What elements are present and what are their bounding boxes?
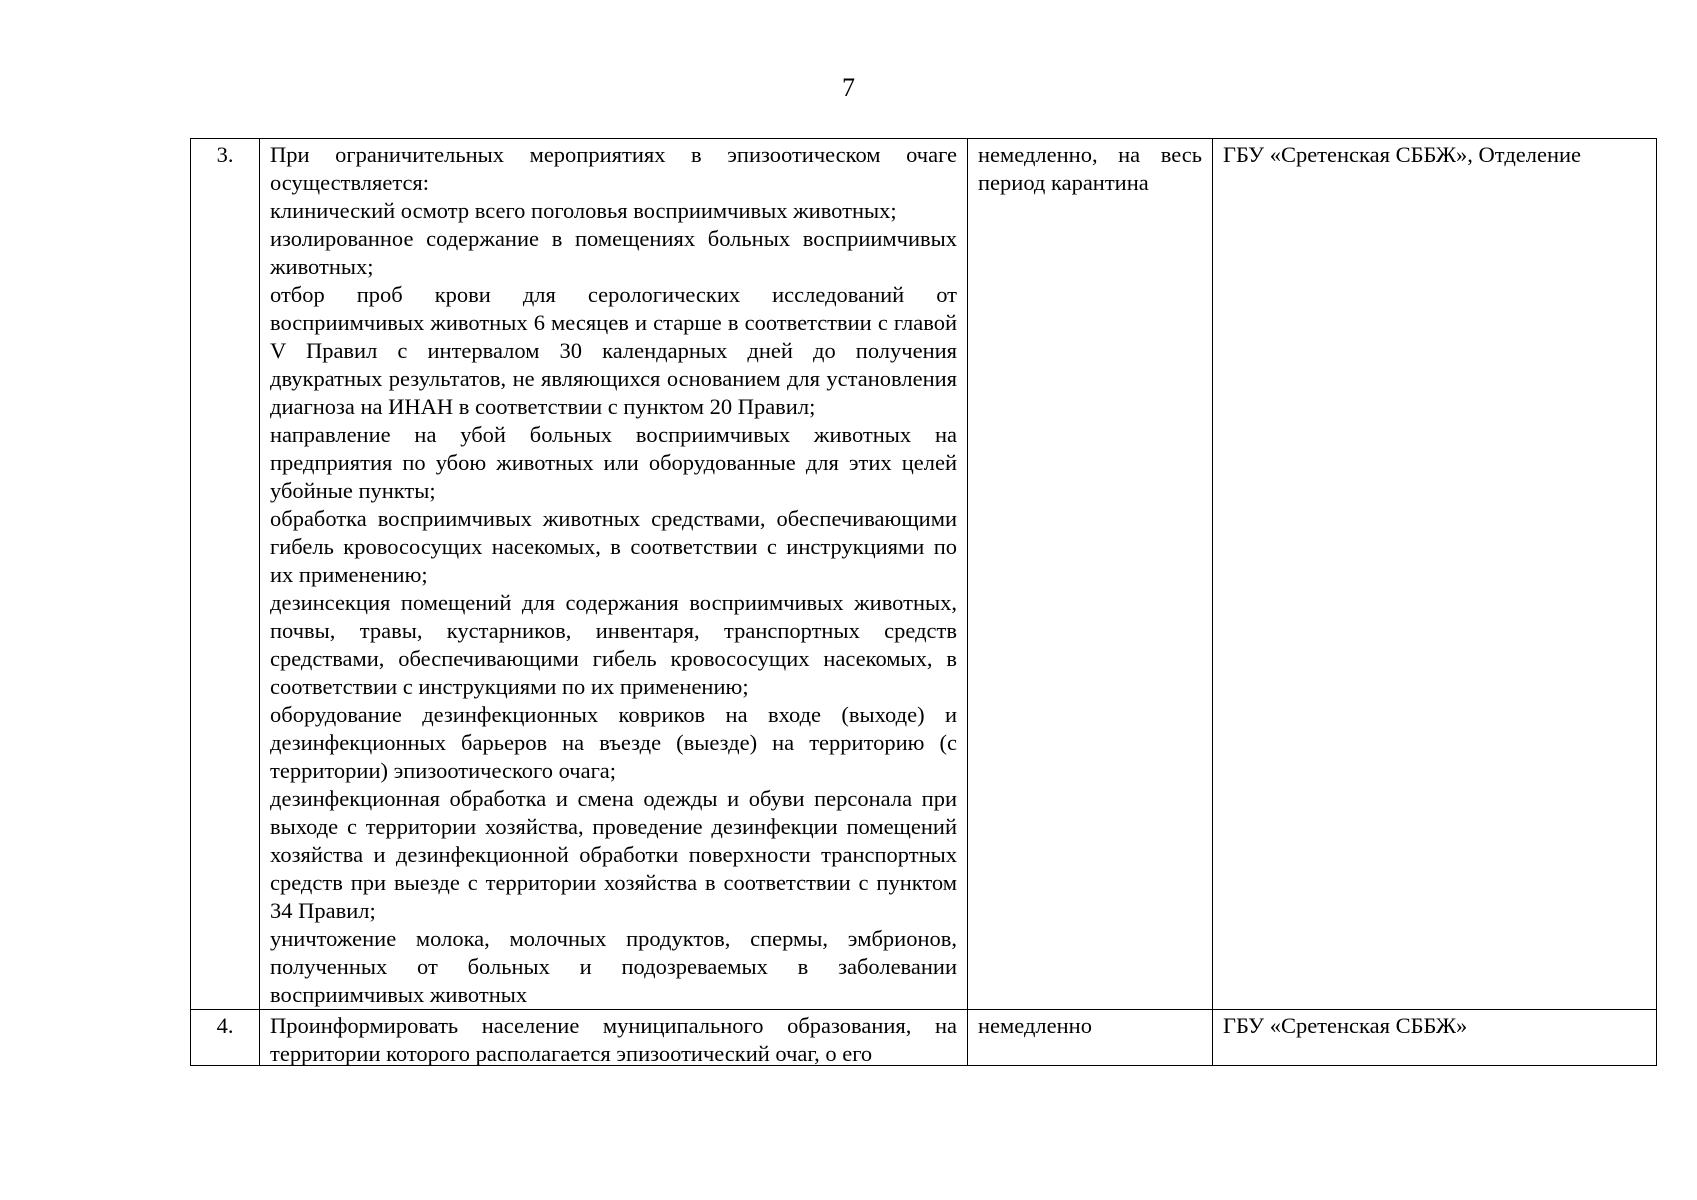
row-number: 3. (191, 139, 260, 1010)
measure-cell (260, 139, 968, 1010)
measures-table (190, 138, 1657, 1066)
measure-paragraph: обработка восприимчивых животных средствами, обеспечивающими гибель кровососущих насекомых, в соответствии с инструкциями по их применению; (270, 506, 957, 587)
term-cell: немедленно (968, 1010, 1213, 1066)
responsible-cell: ГБУ «Сретенская СББЖ» (1213, 1010, 1657, 1066)
page-number: 7 (842, 73, 855, 102)
measure-paragraph: оборудование дезинфекционных ковриков на входе (выходе) и дезинфекционных барьеров на въезде (выезде) на территорию (с территории) эпизоотического очага; (270, 702, 957, 783)
measure-paragraph: направление на убой больных восприимчивых животных на предприятия по убою животных или оборудованные для этих целей убойные пункты; (270, 422, 957, 503)
measure-paragraph: изолированное содержание в помещениях больных восприимчивых животных; (270, 226, 957, 279)
measure-paragraph: При ограничительных мероприятиях в эпизоотическом очаге осуществляется: (270, 142, 957, 195)
measure-paragraph: клинический осмотр всего поголовья восприимчивых животных; (270, 198, 897, 223)
measure-text: Проинформировать население муниципального образования, на территории которого располагается эпизоотический очаг, о его (270, 1013, 957, 1065)
measure-paragraph: уничтожение молока, молочных продуктов, спермы, эмбрионов, полученных от больных и подозреваемых в заболевании восприимчивых животных (270, 926, 957, 1007)
table-row (191, 139, 1657, 1010)
measure-paragraph: дезинфекционная обработка и смена одежды и обуви персонала при выходе с территории хозяйства, проведение дезинфекции помещений хозяйства и дезинфекционной обработки поверхности транспортных средств при выезде с территории хозяйства в соответствии с пунктом 34 Правил; (270, 786, 957, 923)
row-number: 4. (191, 1010, 260, 1066)
table-row (191, 1010, 1657, 1066)
measure-paragraph: отбор проб крови для серологических исследований от восприимчивых животных 6 месяцев и старше в соответствии с главой V Правил с интервалом 30 календарных дней до получения двукратных результатов, не являющихся основанием для установления диагноза на ИНАН в соответствии с пунктом 20 Правил; (270, 282, 957, 419)
responsible-cell: ГБУ «Сретенская СББЖ», Отделение (1213, 139, 1657, 1010)
measure-paragraph: дезинсекция помещений для содержания восприимчивых животных, почвы, травы, кустарников, инвентаря, транспортных средств средствами, обеспечивающими гибель кровососущих насекомых, в соответствии с инструкциями по их применению; (270, 590, 957, 699)
measure-cell (260, 1010, 968, 1066)
term-cell: немедленно, на весь период карантина (968, 139, 1213, 1010)
